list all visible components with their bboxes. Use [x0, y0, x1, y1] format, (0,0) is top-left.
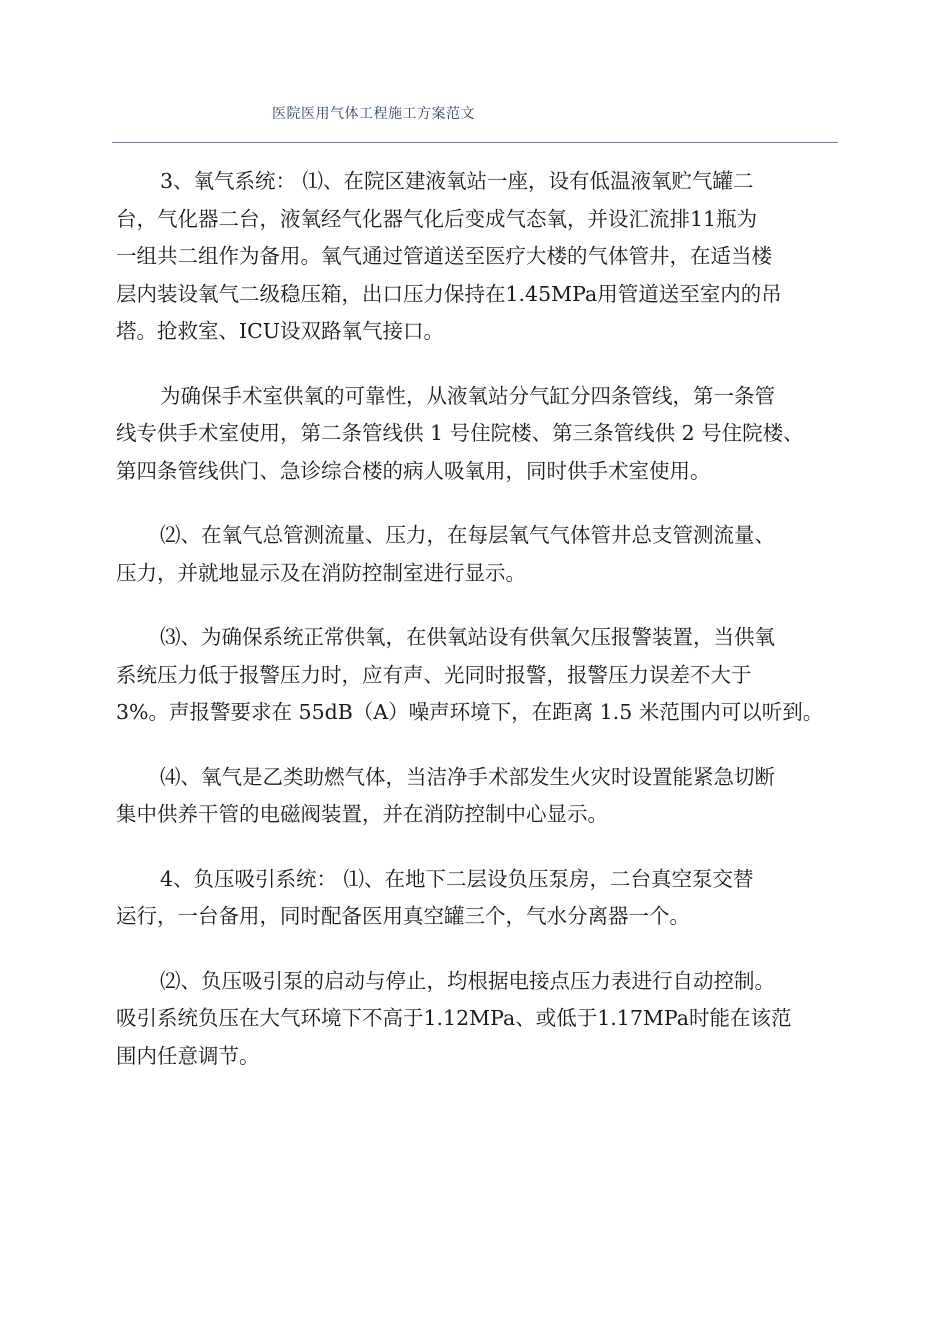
text-line: 4、负压吸引系统： ⑴、在地下二层设负压泵房，二台真空泵交替	[160, 866, 754, 891]
text-line: 压力，并就地显示及在消防控制室进行显示。	[116, 560, 526, 585]
text-line: 3%。声报警要求在 55dB（A）噪声环境下，在距离 1.5 米范围内可以听到。	[116, 700, 824, 724]
text-line: 层内装设氧气二级稳压箱，出口压力保持在1.45MPa用管道送至室内的吊	[116, 281, 782, 306]
text-line: 围内任意调节。	[116, 1043, 260, 1068]
text-line: 集中供养干管的电磁阀装置，并在消防控制中心显示。	[116, 802, 608, 826]
document-body	[116, 163, 854, 1102]
text-line: 线专供手术室使用，第二条管线供 1 号住院楼、第三条管线供 2 号住院楼、	[116, 421, 804, 445]
paragraph-vacuum-system	[116, 861, 854, 936]
text-line: 吸引系统负压在大气环境下不高于1.12MPa、或低于1.17MPa时能在该范	[116, 1006, 792, 1030]
text-line: ⑵、负压吸引泵的启动与停止，均根据电接点压力表进行自动控制。	[160, 968, 775, 993]
paragraph-vacuum-control	[116, 963, 854, 1076]
text-line: 塔。抢救室、ICU设双路氧气接口。	[116, 319, 445, 343]
text-line: 一组共二组作为备用。氧气通过管道送至医疗大楼的气体管井，在适当楼	[116, 244, 772, 268]
header-divider	[112, 142, 838, 143]
paragraph-low-pressure-alarm	[116, 619, 854, 732]
paragraph-fire-shutoff	[116, 759, 854, 834]
text-line: ⑵、在氧气总管测流量、压力，在每层氧气气体管井总支管测流量、	[160, 523, 775, 547]
text-line: 3、氧气系统： ⑴、在院区建液氧站一座，设有低温液氧贮气罐二	[160, 169, 754, 193]
header-title: 医院医用气体工程施工方案范文	[272, 106, 475, 122]
paragraph-oxygen-system	[116, 163, 854, 351]
text-line: 台，气化器二台，液氧经气化器气化后变成气态氧，并设汇流排11瓶为	[116, 206, 758, 231]
text-line: ⑶、为确保系统正常供氧，在供氧站设有供氧欠压报警装置，当供氧	[160, 625, 775, 649]
paragraph-flow-pressure-monitoring	[116, 517, 854, 592]
text-line: 第四条管线供门、急诊综合楼的病人吸氧用，同时供手术室使用。	[116, 458, 711, 483]
text-line: 系统压力低于报警压力时，应有声、光同时报警，报警压力误差不大于	[116, 662, 752, 687]
text-line: 为确保手术室供氧的可靠性，从液氧站分气缸分四条管线，第一条管	[160, 383, 775, 408]
text-line: ⑷、氧气是乙类助燃气体，当洁净手术部发生火灾时设置能紧急切断	[160, 764, 775, 789]
paragraph-oxygen-supply-lines	[116, 378, 854, 491]
text-line: 运行，一台备用，同时配备医用真空罐三个，气水分离器一个。	[116, 904, 690, 928]
